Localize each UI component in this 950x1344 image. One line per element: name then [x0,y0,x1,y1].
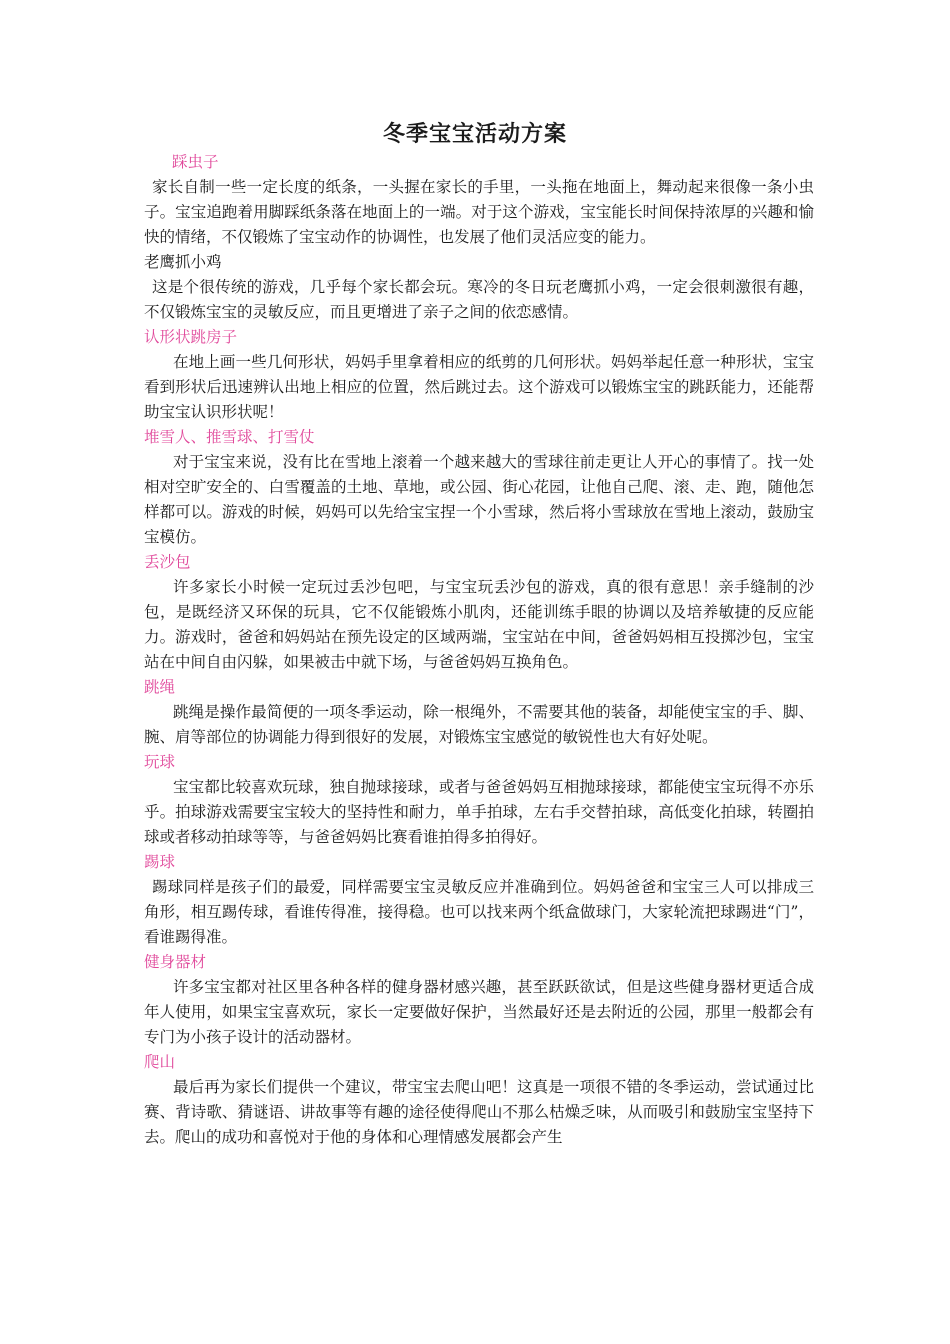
section-heading: 踩虫子 [172,153,219,171]
document-title: 冬季宝宝活动方案 [382,122,567,147]
section-paragraph: 踢球同样是孩子们的最爱，同样需要宝宝灵敏反应并准确到位。妈妈爸爸和宝宝三人可以排成三角形，相互踢传球，看谁传得准，接得稳。也可以找来两个纸盒做球门，大家轮流把球踢进“门”，看谁踢得准。 [144,878,814,946]
section-heading: 跳绳 [144,678,176,696]
section-heading: 爬山 [144,1053,176,1071]
section-heading: 丢沙包 [144,553,191,571]
section-paragraph: 家长自制一些一定长度的纸条，一头握在家长的手里，一头拖在地面上，舞动起来很像一条小虫子。宝宝追跑着用脚踩纸条落在地面上的一端。对于这个游戏，宝宝能长时间保持浓厚的兴趣和愉快的情绪，不仅锻炼了宝宝动作的协调性，也发展了他们灵活应变的能力。 [144,178,814,246]
section-heading: 踢球 [144,853,176,871]
section-heading: 认形状跳房子 [144,328,238,346]
section-heading: 老鹰抓小鸡 [144,253,222,271]
section-paragraph: 许多家长小时候一定玩过丢沙包吧，与宝宝玩丢沙包的游戏，真的很有意思！亲手缝制的沙包，是既经济又环保的玩具，它不仅能锻炼小肌肉，还能训练手眼的协调以及培养敏捷的反应能力。游戏时，爸爸和妈妈站在预先设定的区域两端，宝宝站在中间，爸爸妈妈相互投掷沙包，宝宝站在中间自由闪躲，如果被击中就下场，与爸爸妈妈互换角色。 [144,578,814,671]
section-heading: 健身器材 [144,953,207,971]
section-heading: 堆雪人、推雪球、打雪仗 [144,428,315,446]
document-body [144,150,814,1150]
section-paragraph: 跳绳是操作最简便的一项冬季运动，除一根绳外，不需要其他的装备，却能使宝宝的手、脚、腕、肩等部位的协调能力得到很好的发展，对锻炼宝宝感觉的敏锐性也大有好处呢。 [144,703,814,746]
section-paragraph: 宝宝都比较喜欢玩球，独自抛球接球，或者与爸爸妈妈互相抛球接球，都能使宝宝玩得不亦乐乎。拍球游戏需要宝宝较大的坚持性和耐力，单手拍球，左右手交替拍球，高低变化拍球，转圈拍球或者移动拍球等等，与爸爸妈妈比赛看谁拍得多拍得好。 [144,778,814,846]
section-paragraph: 在地上画一些几何形状，妈妈手里拿着相应的纸剪的几何形状。妈妈举起任意一种形状，宝宝看到形状后迅速辨认出地上相应的位置，然后跳过去。这个游戏可以锻炼宝宝的跳跃能力，还能帮助宝宝认识形状呢！ [144,353,814,421]
section-paragraph: 许多宝宝都对社区里各种各样的健身器材感兴趣，甚至跃跃欲试，但是这些健身器材更适合成年人使用，如果宝宝喜欢玩，家长一定要做好保护，当然最好还是去附近的公园，那里一般都会有专门为小孩子设计的活动器材。 [144,978,814,1046]
section-paragraph: 这是个很传统的游戏，几乎每个家长都会玩。寒冷的冬日玩老鹰抓小鸡，一定会很刺激很有趣，不仅锻炼宝宝的灵敏反应，而且更增进了亲子之间的依恋感情。 [144,278,814,321]
section-heading: 玩球 [144,753,176,771]
section-paragraph: 对于宝宝来说，没有比在雪地上滚着一个越来越大的雪球往前走更让人开心的事情了。找一处相对空旷安全的、白雪覆盖的土地、草地，或公园、街心花园，让他自己爬、滚、走、跑，随他怎样都可以。游戏的时候，妈妈可以先给宝宝捏一个小雪球，然后将小雪球放在雪地上滚动，鼓励宝宝模仿。 [144,453,814,546]
section-paragraph: 最后再为家长们提供一个建议，带宝宝去爬山吧！这真是一项很不错的冬季运动，尝试通过比赛、背诗歌、猜谜语、讲故事等有趣的途径使得爬山不那么枯燥乏味，从而吸引和鼓励宝宝坚持下去。爬山的成功和喜悦对于他的身体和心理情感发展都会产生 [144,1078,814,1146]
